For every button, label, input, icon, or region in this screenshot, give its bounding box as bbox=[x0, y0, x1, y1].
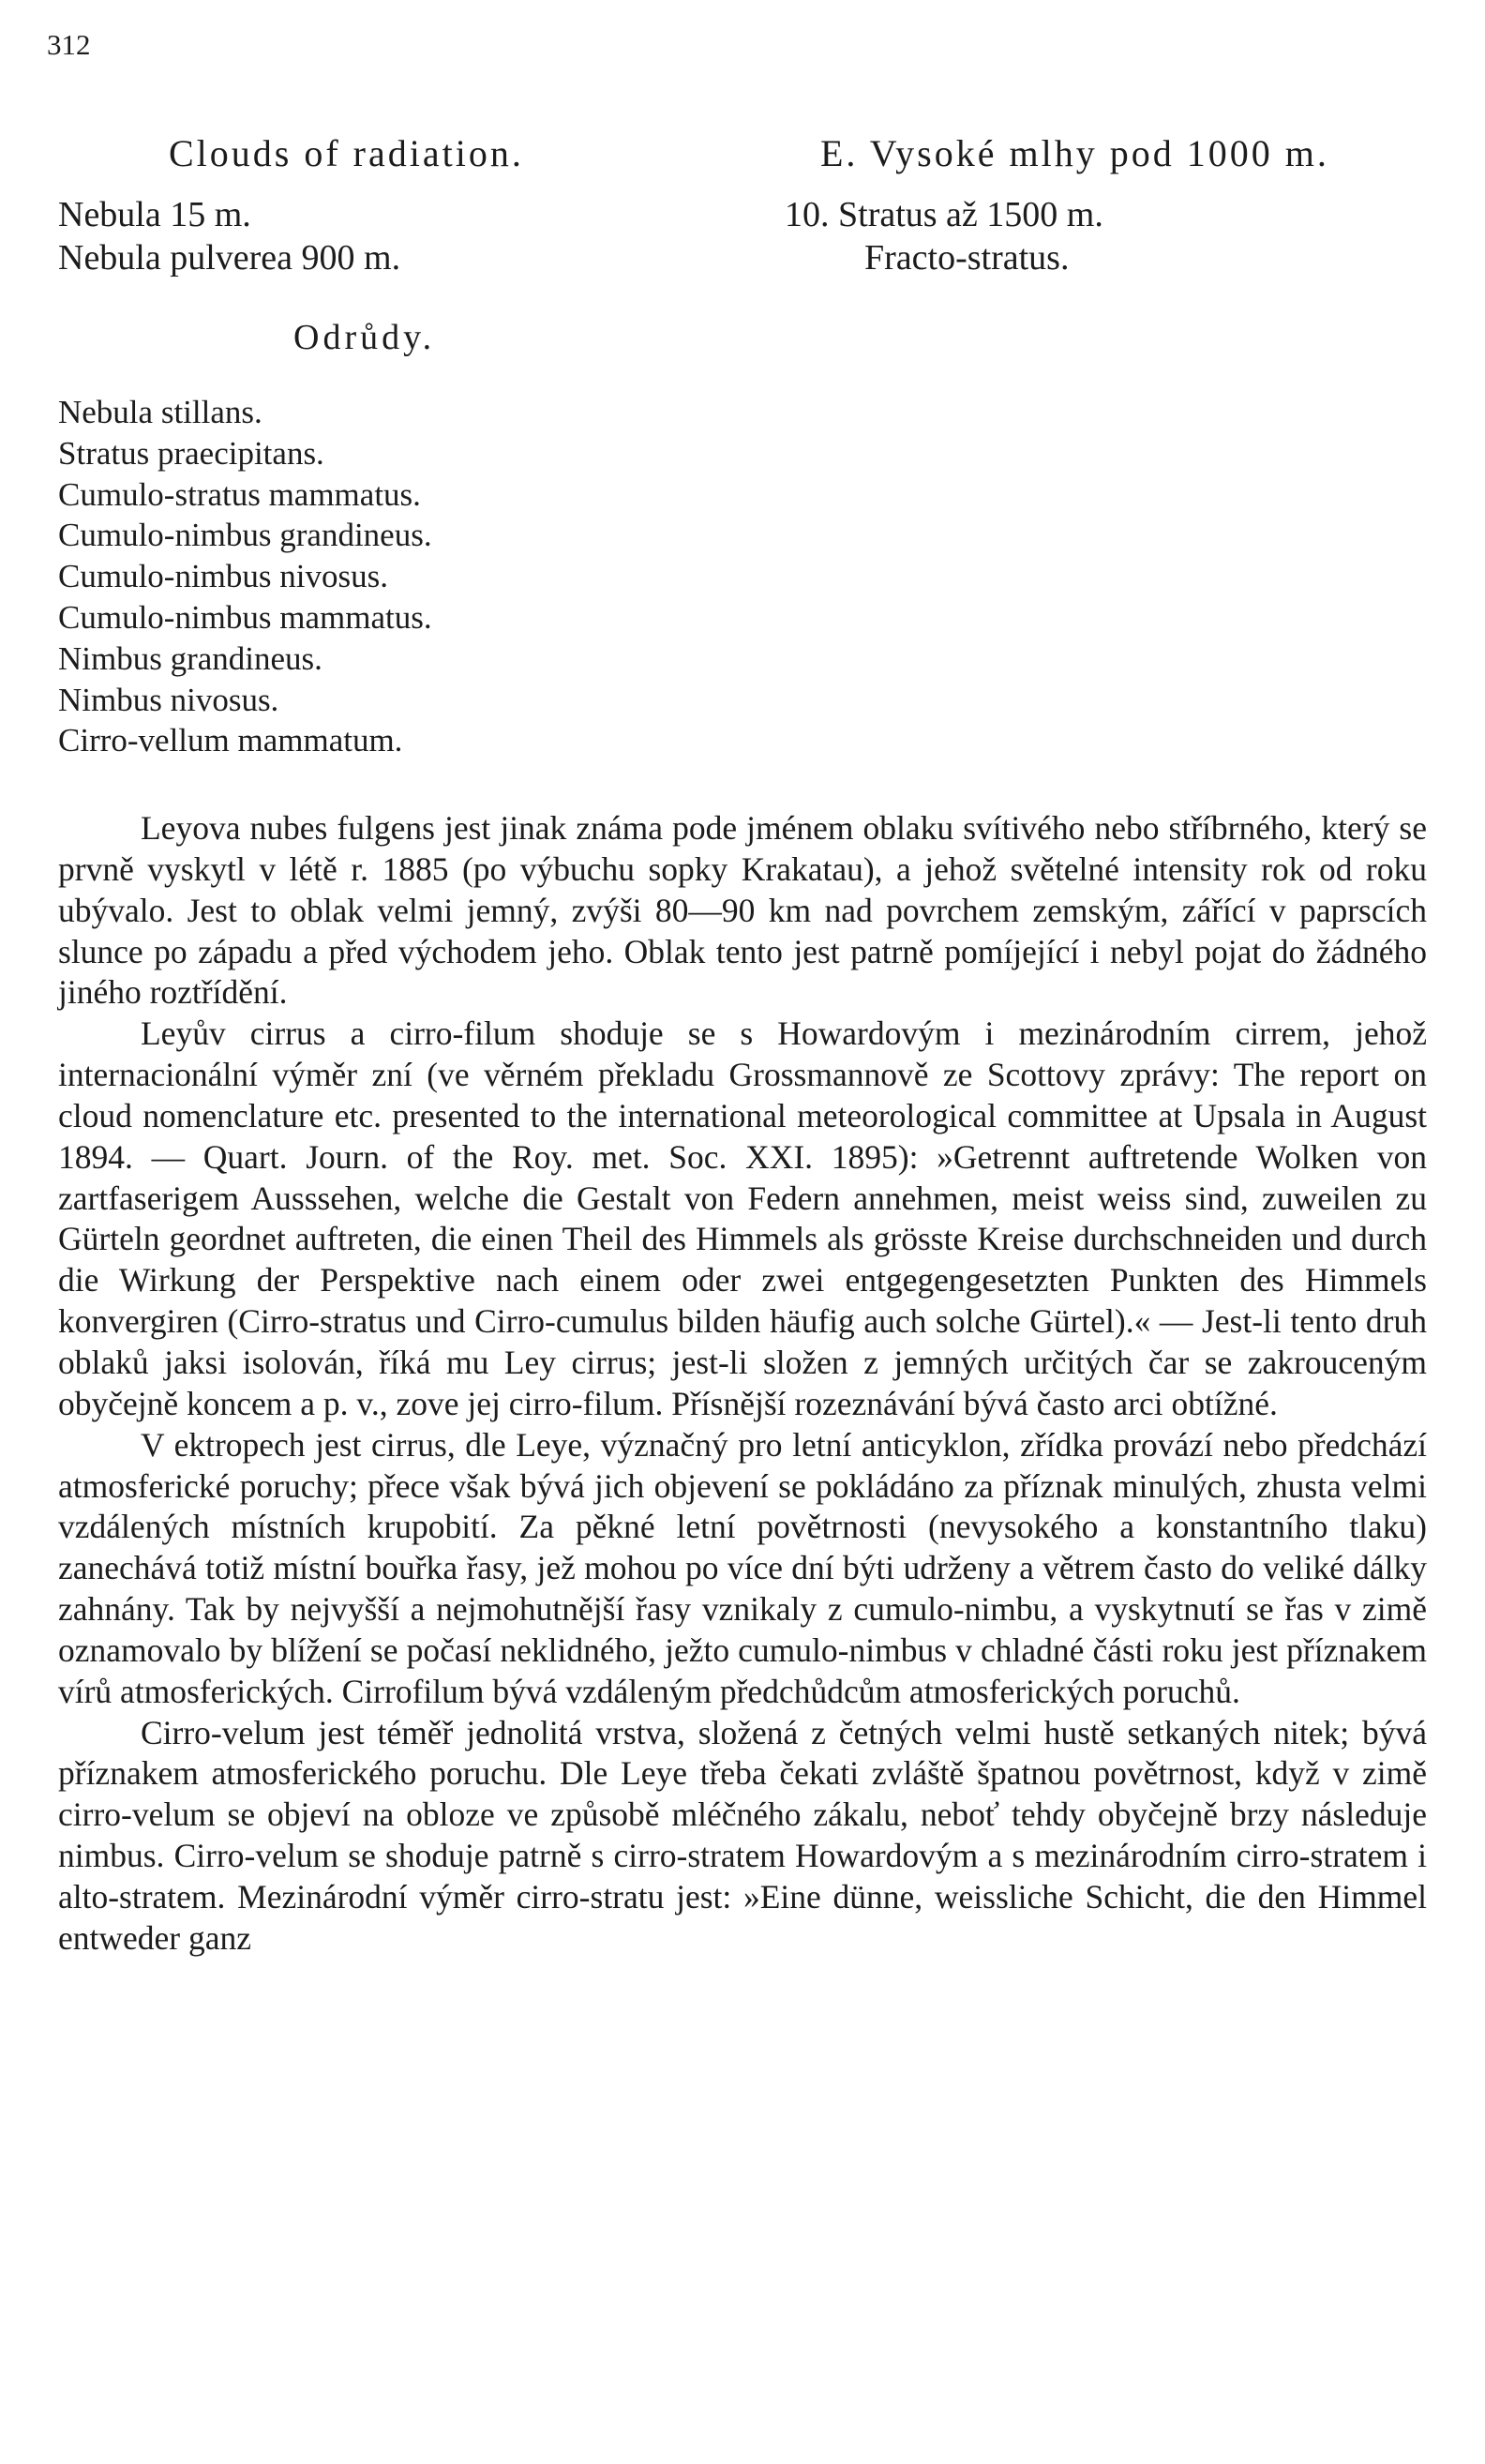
list-item: Nebula stillans. bbox=[58, 394, 262, 430]
radiation-cloud-list bbox=[58, 193, 400, 279]
paragraph: V ektropech jest cirrus, dle Leye, význačný pro letní anticyklon, zřídka provází nebo předchází atmosferické poruchy; přece však bývá jich objevení se pokládáno za příznak minulých, zhusta velmi vzdálených místních krupobití. Za pěkné letní povětrnosti (nevysokého a konstantního tlaku) zanechává totiž místní bouřka řasy, jež mohou po více dní býti udrženy a větrem často do veliké dálky zahnány. Tak by nejvyšší a nejmohutnější řasy vznikaly z cumulo-nimbu, a vyskytnutí se řas v zimě oznamovalo by blížení se počasí neklidného, ježto cumulo-nimbus v chladné části roku jest příznakem vírů atmosferických. Cirrofilum bývá vzdáleným předchůdcům atmosferických poruchů. bbox=[58, 1425, 1427, 1710]
list-item: Nimbus nivosus. bbox=[58, 681, 279, 718]
varieties-heading: Odrůdy. bbox=[293, 318, 436, 357]
list-item: Nimbus grandineus. bbox=[58, 639, 322, 677]
paragraph: Leyova nubes fulgens jest jinak známa pode jménem oblaku svítivého nebo stříbrného, který se prvně vyskytl v létě r. 1885 (po výbuchu sopky Krakatau), a jehož světelné intensity rok od roku ubývalo. Jest to oblak velmi jemný, zvýši 80—90 km nad povrchem zemským, zářící v paprscích slunce po západu a před východem jeho. Oblak tento jest patrně pomíjející i nebyl pojat do žádného jiného roztřídění. bbox=[58, 809, 1427, 1012]
list-item: Cirro-vellum mammatum. bbox=[58, 722, 403, 759]
high-fogs-heading: E. Vysoké mlhy pod 1000 m. bbox=[820, 132, 1329, 174]
high-fog-list bbox=[785, 193, 1103, 279]
list-item: Fracto-stratus. bbox=[864, 238, 1070, 278]
list-item: Cumulo-stratus mammatus. bbox=[58, 475, 421, 513]
list-item: Nebula 15 m. bbox=[58, 195, 251, 234]
varieties-list bbox=[58, 392, 432, 761]
list-item: Cumulo-nimbus nivosus. bbox=[58, 558, 388, 595]
page-number: 312 bbox=[47, 28, 91, 61]
paragraph: Cirro-velum jest téměř jednolitá vrstva, složená z četných velmi hustě setkaných nitek; bývá příznakem atmosferického poruchu. Dle Leye třeba čekati zvláště špatnou povětrnost, když v zimě cirro-velum se objeví na obloze ve způsobě mléčného zákalu, neboť tehdy obyčejně brzy následuje nimbus. Cirro-velum se shoduje patrně s cirro-stratem Howardovým a s mezinárodním cirro-stratem i alto-stratem. Mezinárodní výměr cirro-stratu jest: »Eine dünne, weissliche Schicht, die den Himmel entweder ganz bbox=[58, 1713, 1427, 1957]
list-item: Stratus praecipitans. bbox=[58, 434, 324, 472]
list-item: 10. Stratus až 1500 m. bbox=[785, 195, 1103, 234]
paragraph: Leyův cirrus a cirro-filum shoduje se s Howardovým i mezinárodním cirrem, jehož internacionální výměr zní (ve věrném překladu Grossmannově ze Scottovy zprávy: The report on cloud nomenclature etc. presented to the international meteorological committee at Upsala in August 1894. — Quart. Journ. of the Roy. met. Soc. XXI. 1895): »Getrennt auftretende Wolken von zartfaserigem Ausssehen, welche die Gestalt von Federn annehmen, meist weiss sind, zuweilen zu Gürteln geordnet auftreten, die einen Theil des Himmels als grösste Kreise durchschneiden und durch die Wirkung der Perspektive nach einem oder zwei entgegengesetzten Punkten des Himmels konvergiren (Cirro-stratus und Cirro-cumulus bilden häufig auch solche Gürtel).« — Jest-li tento druh oblaků jaksi isolován, říká mu Ley cirrus; jest-li složen z jemných určitých čar se zakrouceným obyčejně koncem a p. v., zove jej cirro-filum. Přísnější rozeznávání bývá často arci obtížné. bbox=[58, 1014, 1427, 1422]
list-item: Nebula pulverea 900 m. bbox=[58, 238, 401, 278]
list-item: Cumulo-nimbus mammatus. bbox=[58, 598, 432, 636]
clouds-of-radiation-heading: Clouds of radiation. bbox=[169, 132, 524, 174]
list-item: Cumulo-nimbus grandineus. bbox=[58, 517, 432, 554]
body-text bbox=[58, 808, 1427, 1960]
